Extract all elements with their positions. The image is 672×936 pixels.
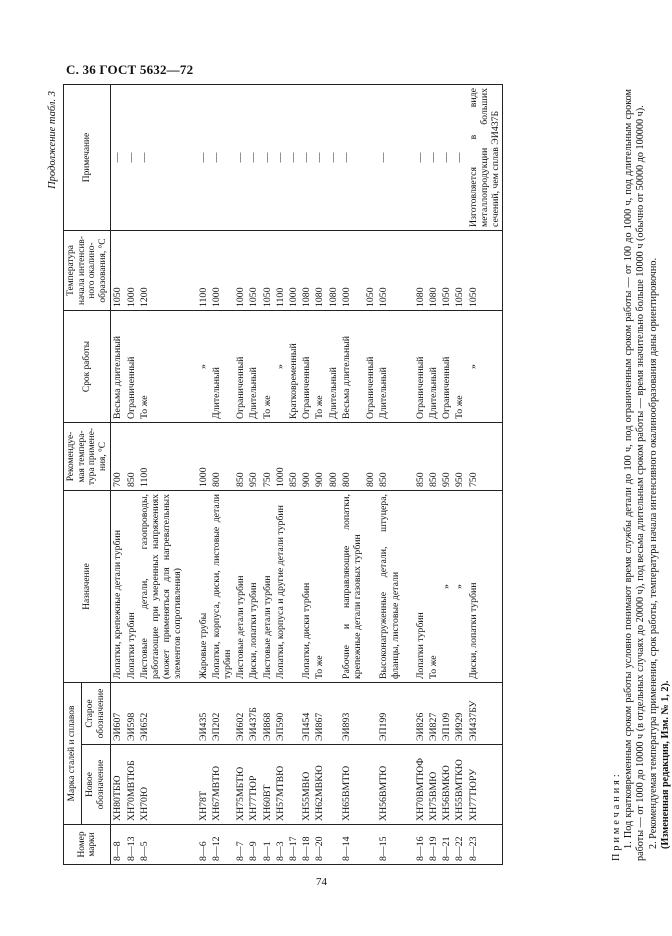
header-scale-temperature: Температура начала интенсив-ного окалино-образования, °С (64, 231, 111, 311)
cell-new-designation: ХН70ВМТЮФ (414, 745, 427, 825)
cell-name: Лопатки турбин (125, 491, 138, 683)
cell-name (327, 491, 340, 683)
cell-old-designation (287, 683, 300, 745)
note-1: 1. Под кратковременным сроком работы условно понимают время службы детали до 100 ч, под ограниченным сроком работы — от 100 до 1000 ч, под длительным сроком работы — от 1000 до 10000 ч (в отдельных случаях до 20000 ч), под весьма длительным сроком работы — время значительно больше 10000 ч (обычно от 50000 до 100000 ч). (623, 89, 647, 861)
cell-old-designation: ЭИ827 (427, 683, 440, 745)
cell-old-designation: ЭИ868 (261, 683, 274, 745)
cell-scale-temperature: 1050 (467, 231, 503, 311)
cell-temperature: 800 (210, 423, 234, 491)
table-row (111, 85, 125, 865)
cell-old-designation: ЭИ652 (138, 683, 185, 745)
cell-temperature: 750 (467, 423, 503, 491)
cell-name: Лопатки, корпуса, диски, листовые детали турбин (210, 491, 234, 683)
cell-new-designation: ХН80ТБЮ (111, 745, 125, 825)
cell-old-designation: ЭИ435 (197, 683, 210, 745)
cell-new-designation: ХН67МВТЮ (210, 745, 234, 825)
table-spacer-row (402, 85, 414, 865)
cell-number: 8—9 (247, 825, 260, 865)
cell-new-designation: ХН55ВМТКЮ (453, 745, 466, 825)
cell-temperature: 900 (313, 423, 326, 491)
cell-old-designation (185, 683, 197, 745)
cell-old-designation (327, 683, 340, 745)
cell-scale-temperature: 1000 (287, 231, 300, 311)
cell-new-designation: ХН75ВМЮ (427, 745, 440, 825)
cell-new-designation: ХН77ТЮР (247, 745, 260, 825)
cell-note: — (313, 85, 326, 231)
cell-name: Лопатки турбин (414, 491, 427, 683)
cell-new-designation: ХН70Ю (138, 745, 185, 825)
table-row (210, 85, 234, 865)
table-continuation-label: Продолжение табл. 3 (47, 91, 58, 189)
cell-new-designation (287, 745, 300, 825)
cell-old-designation: ЭИ598 (125, 683, 138, 745)
table-row (261, 85, 274, 865)
cell-number: 8—3 (274, 825, 287, 865)
cell-term: Ограниченный (414, 311, 427, 423)
cell-old-designation: ЭИ437Б (247, 683, 260, 745)
cell-number: 8—7 (234, 825, 247, 865)
cell-name: Листовые детали турбин (261, 491, 274, 683)
cell-name: Лопатки, диски турбин (300, 491, 313, 683)
cell-new-designation (185, 745, 197, 825)
cell-number: 8—12 (210, 825, 234, 865)
cell-number (364, 825, 377, 865)
cell-term: Весьма длительный (111, 311, 125, 423)
cell-number (185, 825, 197, 865)
cell-name: » (453, 491, 466, 683)
cell-new-designation: ХН77ТЮРУ (467, 745, 503, 825)
cell-name: То же (313, 491, 326, 683)
cell-name (185, 491, 197, 683)
steel-grades-table (63, 84, 503, 865)
cell-term: Длительный (327, 311, 340, 423)
table-row (300, 85, 313, 865)
cell-name: Листовые детали, газопроводы, работающие при умеренных напряжениях (может применяться для нагревательных элементов сопротивления) (138, 491, 185, 683)
cell-term: Длительный (427, 311, 440, 423)
page-header: С. 36 ГОСТ 5632—72 (66, 62, 194, 77)
cell-term: Ограниченный (234, 311, 247, 423)
cell-temperature (402, 423, 414, 491)
cell-new-designation: ХН75МБТЮ (234, 745, 247, 825)
cell-new-designation: ХН60ВТ (261, 745, 274, 825)
cell-scale-temperature: 1050 (364, 231, 377, 311)
cell-old-designation: ЭП109 (440, 683, 453, 745)
cell-old-designation: ЭП199 (377, 683, 401, 745)
cell-old-designation: ЭИ929 (453, 683, 466, 745)
cell-note: — (125, 85, 138, 231)
cell-scale-temperature: 1080 (313, 231, 326, 311)
table-row (453, 85, 466, 865)
cell-term: То же (261, 311, 274, 423)
cell-term: » (467, 311, 503, 423)
cell-number: 8—17 (287, 825, 300, 865)
cell-scale-temperature: 1050 (247, 231, 260, 311)
cell-name: Диски, лопатки турбин (467, 491, 503, 683)
table-row (313, 85, 326, 865)
cell-note: — (377, 85, 401, 231)
cell-name: Жаровые трубы (197, 491, 210, 683)
table-row (414, 85, 427, 865)
cell-name: Лопатки, крепежные детали турбин (111, 491, 125, 683)
cell-name: » (440, 491, 453, 683)
cell-temperature: 850 (377, 423, 401, 491)
cell-term: То же (453, 311, 466, 423)
cell-note: — (111, 85, 125, 231)
cell-note (402, 85, 414, 231)
cell-temperature: 850 (427, 423, 440, 491)
cell-term: Ограниченный (364, 311, 377, 423)
cell-number: 8—8 (111, 825, 125, 865)
cell-temperature: 700 (111, 423, 125, 491)
cell-scale-temperature: 1050 (377, 231, 401, 311)
cell-new-designation: ХН78Т (197, 745, 210, 825)
cell-number: 8—14 (340, 825, 364, 865)
table-row (364, 85, 377, 865)
cell-scale-temperature: 1080 (300, 231, 313, 311)
cell-note (364, 85, 377, 231)
cell-scale-temperature: 1000 (210, 231, 234, 311)
table-row (467, 85, 503, 865)
cell-term: Длительный (247, 311, 260, 423)
cell-term: Длительный (210, 311, 234, 423)
cell-old-designation: ЭП202 (210, 683, 234, 745)
cell-scale-temperature: 1050 (453, 231, 466, 311)
cell-number: 8—22 (453, 825, 466, 865)
cell-temperature: 750 (261, 423, 274, 491)
cell-temperature: 950 (440, 423, 453, 491)
header-number: Номер марки (64, 825, 111, 865)
cell-temperature: 800 (340, 423, 364, 491)
cell-scale-temperature (402, 231, 414, 311)
table-body (111, 85, 503, 865)
cell-note: — (274, 85, 287, 231)
cell-term: Кратковременный (287, 311, 300, 423)
cell-number: 8—21 (440, 825, 453, 865)
cell-old-designation (402, 683, 414, 745)
cell-note: — (453, 85, 466, 231)
cell-term: » (197, 311, 210, 423)
cell-new-designation: ХН65ВМТЮ (340, 745, 364, 825)
cell-scale-temperature: 1000 (340, 231, 364, 311)
cell-term: Ограниченный (125, 311, 138, 423)
cell-scale-temperature: 1200 (138, 231, 185, 311)
cell-scale-temperature: 1050 (440, 231, 453, 311)
cell-temperature: 850 (414, 423, 427, 491)
cell-temperature: 800 (364, 423, 377, 491)
cell-note: — (247, 85, 260, 231)
table-row (197, 85, 210, 865)
cell-number: 8—23 (467, 825, 503, 865)
cell-note: — (414, 85, 427, 231)
header-note: Примечание (64, 85, 111, 231)
header-term: Срок работы (64, 311, 111, 423)
cell-number (402, 825, 414, 865)
cell-temperature: 1000 (197, 423, 210, 491)
cell-term: Длительный (377, 311, 401, 423)
cell-old-designation: ЭИ607 (111, 683, 125, 745)
cell-scale-temperature: 1080 (414, 231, 427, 311)
edition-note: (Измененная редакция, Изм. № 1, 2). (659, 680, 671, 849)
cell-new-designation: ХН70МВТЮБ (125, 745, 138, 825)
cell-new-designation: ХН56ВМТЮ (377, 745, 401, 825)
cell-term: Ограниченный (440, 311, 453, 423)
cell-number: 8—18 (300, 825, 313, 865)
page-number: 74 (316, 876, 327, 888)
cell-name (402, 491, 414, 683)
cell-scale-temperature (185, 231, 197, 311)
cell-term: Ограниченный (300, 311, 313, 423)
cell-number: 8—19 (427, 825, 440, 865)
cell-new-designation: ХН56ВМКЮ (440, 745, 453, 825)
cell-temperature (185, 423, 197, 491)
table-row (427, 85, 440, 865)
cell-number (327, 825, 340, 865)
cell-old-designation: ЭИ602 (234, 683, 247, 745)
cell-note (185, 85, 197, 231)
cell-note: — (210, 85, 234, 231)
cell-new-designation: ХН57МТВЮ (274, 745, 287, 825)
table-row (247, 85, 260, 865)
cell-scale-temperature: 1100 (197, 231, 210, 311)
table-row (327, 85, 340, 865)
cell-term: Весьма длительный (340, 311, 364, 423)
cell-temperature: 900 (300, 423, 313, 491)
cell-note: — (138, 85, 185, 231)
header-grade-group: Марка сталей и сплавов (64, 683, 82, 825)
cell-term: То же (313, 311, 326, 423)
cell-old-designation (364, 683, 377, 745)
cell-note: — (197, 85, 210, 231)
cell-temperature: 950 (453, 423, 466, 491)
cell-name: То же (427, 491, 440, 683)
cell-name (287, 491, 300, 683)
cell-number: 8—5 (138, 825, 185, 865)
cell-number: 8—13 (125, 825, 138, 865)
cell-scale-temperature: 1080 (327, 231, 340, 311)
table-row (340, 85, 364, 865)
cell-note: — (261, 85, 274, 231)
cell-number: 8—6 (197, 825, 210, 865)
cell-scale-temperature: 1080 (427, 231, 440, 311)
cell-number: 8—20 (313, 825, 326, 865)
cell-temperature: 850 (287, 423, 300, 491)
cell-new-designation: ХН55МВЮ (300, 745, 313, 825)
cell-old-designation: ЭП454 (300, 683, 313, 745)
cell-note: — (234, 85, 247, 231)
table-row (287, 85, 300, 865)
rotated-table-area (45, 85, 670, 865)
cell-note: — (287, 85, 300, 231)
table-row (125, 85, 138, 865)
cell-term (402, 311, 414, 423)
cell-temperature: 800 (327, 423, 340, 491)
header-old-designation: Старое обозначение (81, 683, 111, 745)
header-temperature: Рекомендуе-мая темпера-тура примене-ния, °С (64, 423, 111, 491)
header-name: Назначение (64, 491, 111, 683)
cell-note: — (327, 85, 340, 231)
cell-scale-temperature: 1000 (125, 231, 138, 311)
cell-old-designation: ЭИ893 (340, 683, 364, 745)
table-row (234, 85, 247, 865)
cell-new-designation (327, 745, 340, 825)
cell-note: — (300, 85, 313, 231)
cell-note: Изготовляется в виде металлопродукции больших сечений, чем сплав ЭИ437Б (467, 85, 503, 231)
cell-new-designation (402, 745, 414, 825)
cell-temperature: 850 (125, 423, 138, 491)
cell-name (364, 491, 377, 683)
cell-old-designation: ЭИ437БУ (467, 683, 503, 745)
cell-number: 8—15 (377, 825, 401, 865)
table-row (440, 85, 453, 865)
cell-scale-temperature: 1050 (111, 231, 125, 311)
table-row (274, 85, 287, 865)
cell-number: 8—1 (261, 825, 274, 865)
cell-temperature: 1100 (138, 423, 185, 491)
notes-title: Примечания: (611, 771, 622, 861)
cell-scale-temperature: 1100 (274, 231, 287, 311)
cell-old-designation: ЭП590 (274, 683, 287, 745)
cell-temperature: 950 (247, 423, 260, 491)
notes-block (611, 89, 672, 861)
cell-temperature: 1000 (274, 423, 287, 491)
cell-term: То же (138, 311, 185, 423)
cell-note: — (340, 85, 364, 231)
cell-name: Рабочие и направляющие лопатки, крепежные детали газовых турбин (340, 491, 364, 683)
cell-term: » (274, 311, 287, 423)
cell-name: Листовые детали турбин (234, 491, 247, 683)
cell-new-designation: ХН62МВКЮ (313, 745, 326, 825)
note-2: 2. Рекомендуемая температура применения, срок работы, температура начала интенсивного окалинообразования даны ориентировочно. (647, 258, 659, 849)
table-spacer-row (185, 85, 197, 865)
cell-scale-temperature: 1050 (261, 231, 274, 311)
cell-number: 8—16 (414, 825, 427, 865)
cell-term (185, 311, 197, 423)
cell-name: Лопатки, корпуса и другие детали турбин (274, 491, 287, 683)
cell-old-designation: ЭИ867 (313, 683, 326, 745)
header-new-designation: Новое обозначение (81, 745, 111, 825)
table-row (377, 85, 401, 865)
cell-temperature: 850 (234, 423, 247, 491)
cell-note: — (440, 85, 453, 231)
table-row (138, 85, 185, 865)
cell-name: Диски, лопатки турбин (247, 491, 260, 683)
cell-note: — (427, 85, 440, 231)
cell-scale-temperature: 1000 (234, 231, 247, 311)
cell-name: Высоконагруженные детали, штуцера, фланцы, листовые детали (377, 491, 401, 683)
cell-new-designation (364, 745, 377, 825)
cell-old-designation: ЭИ826 (414, 683, 427, 745)
